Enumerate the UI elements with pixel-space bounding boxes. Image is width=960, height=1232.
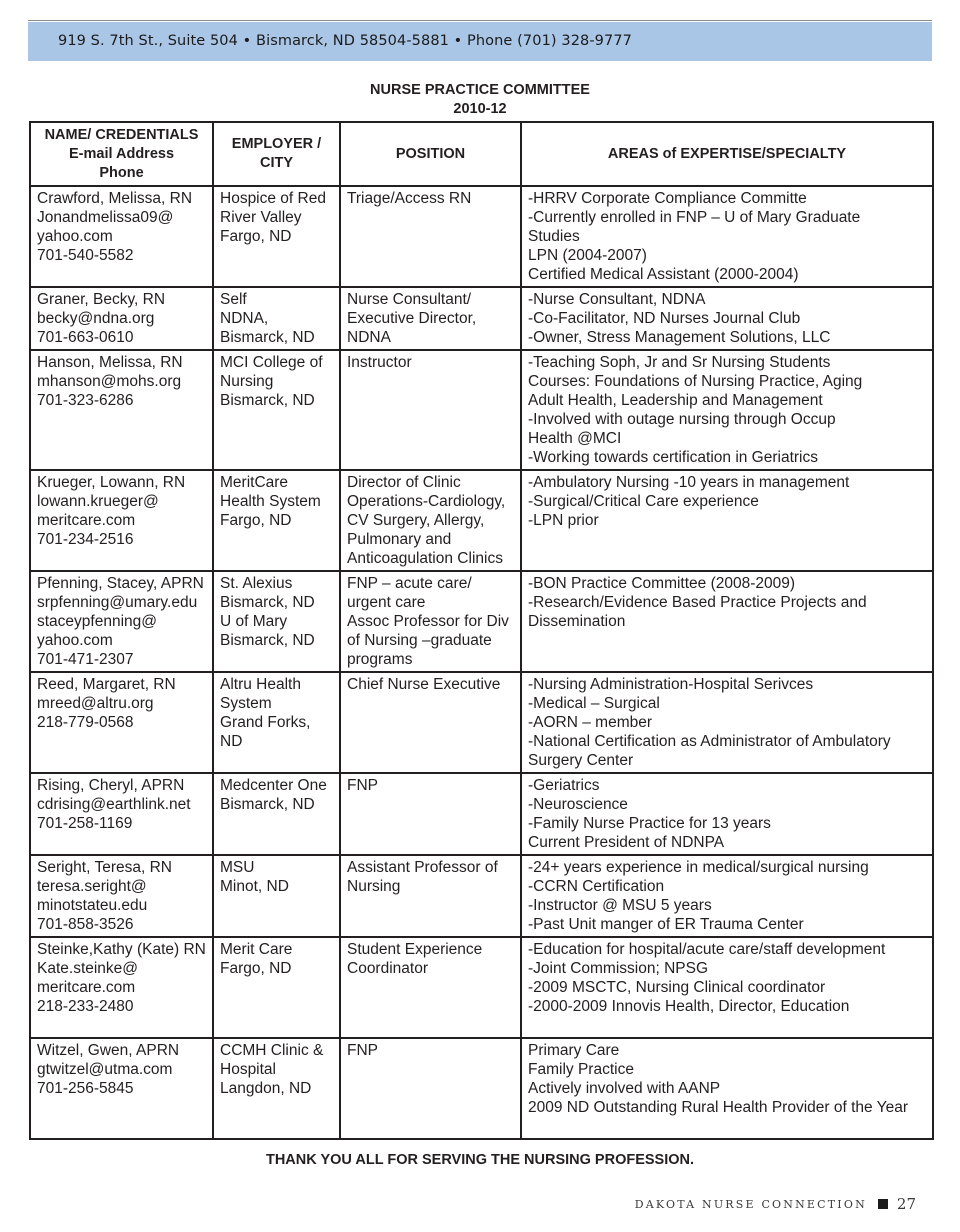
member-expertise-cell: -HRRV Corporate Compliance Committe -Currently enrolled in FNP – U of Mary Graduate Studies LPN (2004-2007) Certified Medical Assistant (2000-2004) [521, 186, 933, 287]
member-position-cell: FNP [340, 1038, 521, 1139]
table-row [30, 186, 933, 287]
member-expertise-cell: Primary Care Family Practice Actively involved with AANP 2009 ND Outstanding Rural Health Provider of the Year [521, 1038, 933, 1139]
member-expertise-cell: -BON Practice Committee (2008-2009) -Research/Evidence Based Practice Projects and Dissemination [521, 571, 933, 672]
member-name-cell: Rising, Cheryl, APRN cdrising@earthlink.net 701-258-1169 [30, 773, 213, 855]
column-header-name: NAME/ CREDENTIALS E-mail Address Phone [30, 122, 213, 186]
column-header-employer: EMPLOYER / CITY [213, 122, 340, 186]
page-number: 27 [896, 1195, 916, 1213]
member-position-cell: FNP – acute care/ urgent care Assoc Professor for Div of Nursing –graduate programs [340, 571, 521, 672]
member-employer-cell: Self NDNA, Bismarck, ND [213, 287, 340, 350]
table-row [30, 287, 933, 350]
member-name-cell: Steinke,Kathy (Kate) RN Kate.steinke@ meritcare.com 218-233-2480 [30, 937, 213, 1038]
member-position-cell: FNP [340, 773, 521, 855]
document-title: NURSE PRACTICE COMMITTEE [370, 82, 590, 98]
footer-square-icon [878, 1199, 888, 1209]
member-employer-cell: St. Alexius Bismarck, ND U of Mary Bismarck, ND [213, 571, 340, 672]
member-expertise-cell: -Ambulatory Nursing -10 years in management -Surgical/Critical Care experience -LPN prior [521, 470, 933, 571]
member-name-cell: Hanson, Melissa, RN mhanson@mohs.org 701-323-6286 [30, 350, 213, 470]
member-employer-cell: MCI College of Nursing Bismarck, ND [213, 350, 340, 470]
committee-table [29, 121, 934, 1140]
table-row [30, 672, 933, 773]
member-position-cell: Nurse Consultant/ Executive Director, NDNA [340, 287, 521, 350]
member-name-cell: Pfenning, Stacey, APRN srpfenning@umary.edu staceypfenning@ yahoo.com 701-471-2307 [30, 571, 213, 672]
table-row [30, 571, 933, 672]
member-name-cell: Graner, Becky, RN becky@ndna.org 701-663-0610 [30, 287, 213, 350]
closing-message: THANK YOU ALL FOR SERVING THE NURSING PROFESSION. [265, 1152, 695, 1168]
member-position-cell: Instructor [340, 350, 521, 470]
top-rule [28, 20, 932, 21]
member-name-cell: Seright, Teresa, RN teresa.seright@ minotstateu.edu 701-858-3526 [30, 855, 213, 937]
publication-name: DAKOTA NURSE CONNECTION [634, 1197, 867, 1211]
member-employer-cell: Altru Health System Grand Forks, ND [213, 672, 340, 773]
member-position-cell: Chief Nurse Executive [340, 672, 521, 773]
member-expertise-cell: -24+ years experience in medical/surgical nursing -CCRN Certification -Instructor @ MSU 5 years -Past Unit manger of ER Trauma Center [521, 855, 933, 937]
member-expertise-cell: -Nurse Consultant, NDNA -Co-Facilitator, ND Nurses Journal Club -Owner, Stress Management Solutions, LLC [521, 287, 933, 350]
member-position-cell: Triage/Access RN [340, 186, 521, 287]
table-header-row [30, 122, 933, 186]
table-row [30, 470, 933, 571]
column-header-position: POSITION [340, 122, 521, 186]
member-employer-cell: MSU Minot, ND [213, 855, 340, 937]
member-expertise-cell: -Education for hospital/acute care/staff development -Joint Commission; NPSG -2009 MSCTC, Nursing Clinical coordinator -2000-2009 Innovis Health, Director, Education [521, 937, 933, 1038]
table-row [30, 350, 933, 470]
member-employer-cell: CCMH Clinic & Hospital Langdon, ND [213, 1038, 340, 1139]
member-name-cell: Witzel, Gwen, APRN gtwitzel@utma.com 701-256-5845 [30, 1038, 213, 1139]
table-row [30, 1038, 933, 1139]
page-footer [635, 1194, 916, 1214]
table-row [30, 855, 933, 937]
member-employer-cell: Hospice of Red River Valley Fargo, ND [213, 186, 340, 287]
member-name-cell: Crawford, Melissa, RN Jonandmelissa09@ yahoo.com 701-540-5582 [30, 186, 213, 287]
member-expertise-cell: -Teaching Soph, Jr and Sr Nursing Students Courses: Foundations of Nursing Practice, Aging Adult Health, Leadership and Management -Involved with outage nursing through Occup Health @MCI -Working towards certification in Geriatrics [521, 350, 933, 470]
member-name-cell: Reed, Margaret, RN mreed@altru.org 218-779-0568 [30, 672, 213, 773]
member-position-cell: Student Experience Coordinator [340, 937, 521, 1038]
member-employer-cell: Merit Care Fargo, ND [213, 937, 340, 1038]
document-years: 2010-12 [453, 101, 507, 117]
member-expertise-cell: -Nursing Administration-Hospital Serivces -Medical – Surgical -AORN – member -National Certification as Administrator of Ambulatory Surgery Center [521, 672, 933, 773]
member-employer-cell: Medcenter One Bismarck, ND [213, 773, 340, 855]
table-row [30, 773, 933, 855]
member-expertise-cell: -Geriatrics -Neuroscience -Family Nurse Practice for 13 years Current President of NDNPA [521, 773, 933, 855]
table-row [30, 937, 933, 1038]
member-position-cell: Assistant Professor of Nursing [340, 855, 521, 937]
column-header-expertise: AREAS of EXPERTISE/SPECIALTY [521, 122, 933, 186]
member-position-cell: Director of Clinic Operations-Cardiology, CV Surgery, Allergy, Pulmonary and Anticoagulation Clinics [340, 470, 521, 571]
member-employer-cell: MeritCare Health System Fargo, ND [213, 470, 340, 571]
address-banner [28, 22, 932, 61]
member-name-cell: Krueger, Lowann, RN lowann.krueger@ meritcare.com 701-234-2516 [30, 470, 213, 571]
address-text: 919 S. 7th St., Suite 504 • Bismarck, ND 58504-5881 • Phone (701) 328-9777 [58, 33, 632, 49]
